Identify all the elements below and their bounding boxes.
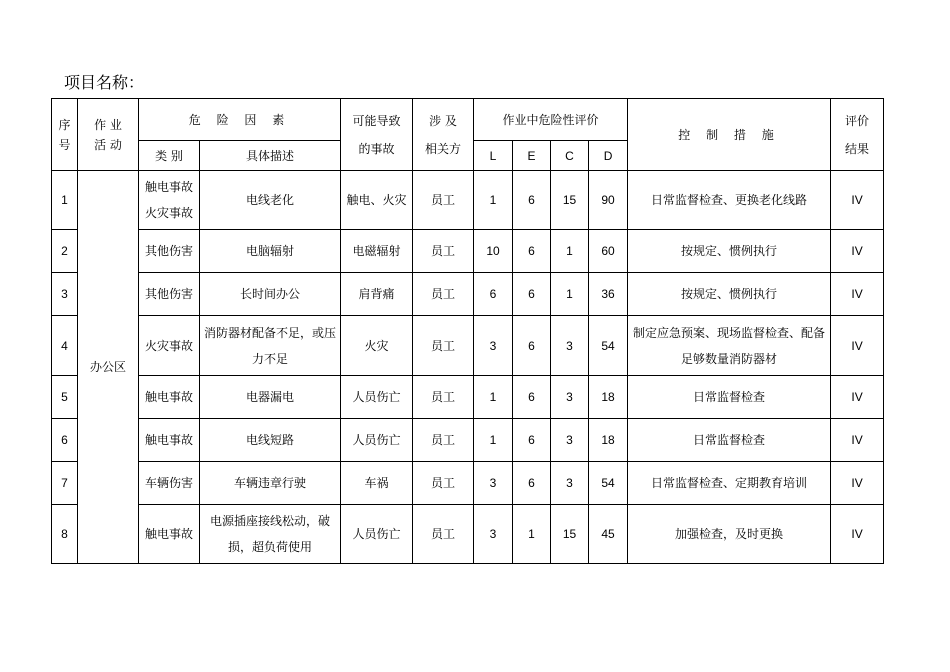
cell-description: 电器漏电 bbox=[200, 376, 341, 419]
cell-description: 电线短路 bbox=[200, 419, 341, 462]
cell-category: 其他伤害 bbox=[139, 230, 200, 273]
header-C: C bbox=[551, 141, 589, 171]
cell-result: IV bbox=[831, 171, 884, 230]
cell-C: 15 bbox=[551, 505, 589, 564]
cell-involved: 员工 bbox=[413, 171, 474, 230]
cell-result: IV bbox=[831, 419, 884, 462]
cell-C: 15 bbox=[551, 171, 589, 230]
cell-D: 54 bbox=[589, 462, 628, 505]
header-accident: 可能导致 的事故 bbox=[341, 99, 413, 171]
cell-involved: 员工 bbox=[413, 230, 474, 273]
cell-category: 触电事故 bbox=[139, 505, 200, 564]
cell-result: IV bbox=[831, 316, 884, 376]
table-row bbox=[52, 505, 884, 564]
cell-description: 电线老化 bbox=[200, 171, 341, 230]
cell-E: 6 bbox=[513, 419, 551, 462]
header-L: L bbox=[474, 141, 513, 171]
table-row bbox=[52, 230, 884, 273]
cell-involved: 员工 bbox=[413, 273, 474, 316]
cell-L: 3 bbox=[474, 505, 513, 564]
table-row bbox=[52, 316, 884, 376]
cell-involved: 员工 bbox=[413, 505, 474, 564]
cell-control: 按规定、惯例执行 bbox=[628, 273, 831, 316]
cell-E: 1 bbox=[513, 505, 551, 564]
cell-seq: 3 bbox=[52, 273, 78, 316]
cell-involved: 员工 bbox=[413, 419, 474, 462]
cell-involved: 员工 bbox=[413, 316, 474, 376]
cell-seq: 2 bbox=[52, 230, 78, 273]
risk-assessment-table bbox=[51, 98, 884, 564]
cell-D: 18 bbox=[589, 419, 628, 462]
cell-accident: 火灾 bbox=[341, 316, 413, 376]
cell-accident: 电磁辐射 bbox=[341, 230, 413, 273]
table-row bbox=[52, 419, 884, 462]
cell-activity: 办公区 bbox=[78, 171, 139, 564]
cell-accident: 人员伤亡 bbox=[341, 419, 413, 462]
cell-D: 54 bbox=[589, 316, 628, 376]
cell-D: 90 bbox=[589, 171, 628, 230]
cell-E: 6 bbox=[513, 376, 551, 419]
cell-description: 车辆违章行驶 bbox=[200, 462, 341, 505]
header-result: 评价 结果 bbox=[831, 99, 884, 171]
cell-accident: 触电、火灾 bbox=[341, 171, 413, 230]
header-hazard: 危 险 因 素 bbox=[139, 99, 341, 141]
header-D: D bbox=[589, 141, 628, 171]
cell-category: 其他伤害 bbox=[139, 273, 200, 316]
header-involved: 涉 及 相关方 bbox=[413, 99, 474, 171]
cell-result: IV bbox=[831, 462, 884, 505]
header-description: 具体描述 bbox=[200, 141, 341, 171]
cell-category: 触电事故 bbox=[139, 376, 200, 419]
cell-E: 6 bbox=[513, 462, 551, 505]
header-evaluation: 作业中危险性评价 bbox=[474, 99, 628, 141]
cell-involved: 员工 bbox=[413, 462, 474, 505]
cell-E: 6 bbox=[513, 273, 551, 316]
cell-result: IV bbox=[831, 505, 884, 564]
cell-L: 1 bbox=[474, 419, 513, 462]
cell-C: 3 bbox=[551, 376, 589, 419]
cell-category: 火灾事故 bbox=[139, 316, 200, 376]
cell-control: 制定应急预案、现场监督检查、配备足够数量消防器材 bbox=[628, 316, 831, 376]
project-name-label: 项目名称： bbox=[64, 73, 145, 92]
table-row bbox=[52, 376, 884, 419]
cell-L: 10 bbox=[474, 230, 513, 273]
header-control: 控 制 措 施 bbox=[628, 99, 831, 171]
cell-control: 日常监督检查、更换老化线路 bbox=[628, 171, 831, 230]
header-E: E bbox=[513, 141, 551, 171]
cell-category: 车辆伤害 bbox=[139, 462, 200, 505]
cell-control: 日常监督检查 bbox=[628, 376, 831, 419]
cell-involved: 员工 bbox=[413, 376, 474, 419]
table-row bbox=[52, 273, 884, 316]
cell-L: 3 bbox=[474, 462, 513, 505]
cell-E: 6 bbox=[513, 171, 551, 230]
cell-description: 电脑辐射 bbox=[200, 230, 341, 273]
cell-D: 45 bbox=[589, 505, 628, 564]
cell-category: 触电事故 火灾事故 bbox=[139, 171, 200, 230]
cell-accident: 车祸 bbox=[341, 462, 413, 505]
cell-E: 6 bbox=[513, 230, 551, 273]
cell-result: IV bbox=[831, 230, 884, 273]
cell-seq: 6 bbox=[52, 419, 78, 462]
cell-control: 按规定、惯例执行 bbox=[628, 230, 831, 273]
cell-seq: 1 bbox=[52, 171, 78, 230]
cell-C: 3 bbox=[551, 316, 589, 376]
cell-E: 6 bbox=[513, 316, 551, 376]
cell-seq: 5 bbox=[52, 376, 78, 419]
cell-L: 6 bbox=[474, 273, 513, 316]
cell-C: 3 bbox=[551, 462, 589, 505]
cell-accident: 人员伤亡 bbox=[341, 376, 413, 419]
cell-accident: 人员伤亡 bbox=[341, 505, 413, 564]
cell-L: 3 bbox=[474, 316, 513, 376]
cell-D: 18 bbox=[589, 376, 628, 419]
cell-control: 日常监督检查、定期教育培训 bbox=[628, 462, 831, 505]
header-activity: 作 业 活 动 bbox=[78, 99, 139, 171]
table-row bbox=[52, 171, 884, 230]
header-seq: 序 号 bbox=[52, 99, 78, 171]
cell-D: 60 bbox=[589, 230, 628, 273]
cell-seq: 8 bbox=[52, 505, 78, 564]
header-category: 类 别 bbox=[139, 141, 200, 171]
cell-seq: 4 bbox=[52, 316, 78, 376]
cell-seq: 7 bbox=[52, 462, 78, 505]
cell-category: 触电事故 bbox=[139, 419, 200, 462]
cell-C: 1 bbox=[551, 230, 589, 273]
cell-accident: 肩背痛 bbox=[341, 273, 413, 316]
cell-control: 日常监督检查 bbox=[628, 419, 831, 462]
cell-description: 消防器材配备不足，或压力不足 bbox=[200, 316, 341, 376]
cell-L: 1 bbox=[474, 376, 513, 419]
cell-L: 1 bbox=[474, 171, 513, 230]
cell-description: 长时间办公 bbox=[200, 273, 341, 316]
cell-result: IV bbox=[831, 376, 884, 419]
cell-result: IV bbox=[831, 273, 884, 316]
cell-description: 电源插座接线松动，破损，超负荷使用 bbox=[200, 505, 341, 564]
cell-C: 3 bbox=[551, 419, 589, 462]
table-row bbox=[52, 462, 884, 505]
cell-control: 加强检查，及时更换 bbox=[628, 505, 831, 564]
cell-D: 36 bbox=[589, 273, 628, 316]
cell-C: 1 bbox=[551, 273, 589, 316]
